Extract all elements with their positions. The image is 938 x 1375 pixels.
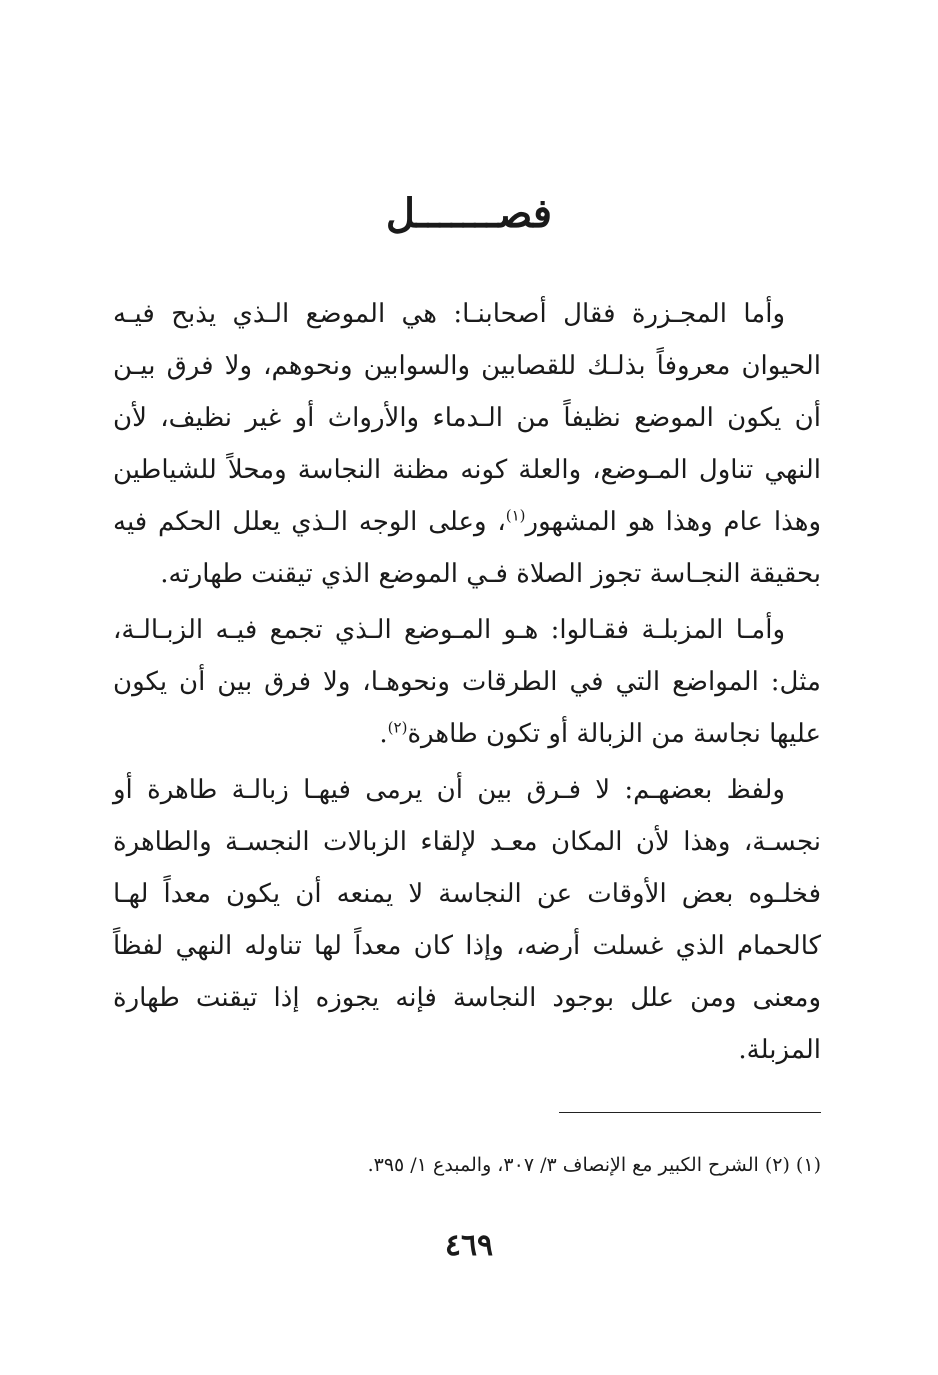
paragraph-text: ، وعلى الوجه الـذي يعلل الحكم فيه بحقيقة النجـاسة تجوز الصلاة فـي الموضع الذي تيقنت طهارته. (113, 507, 821, 589)
footnote: (١) (٢) الشرح الكبير مع الإنصاف ٣/ ٣٠٧، والمبدع ١/ ٣٩٥. (367, 1154, 821, 1176)
footnote-marker-1: (١) (505, 506, 526, 525)
paragraph-dumping-ground (113, 604, 821, 760)
paragraph-slaughterhouse (113, 288, 821, 600)
paragraph-text: وأما المجـزرة فقال أصحابنـا: هي الموضع الـذي يذبح فيـه الحيوان معروفاً بذلـك للقصابين والسوابين ونحوهم، ولا فرق بيـن أن يكون الموضع نظيفاً من الـدماء والأرواث أو غير نظيف، لأن النهي تناول المـوضع، والعلة كونه مظنة النجاسة ومحلاً للشياطين وهذا عام وهذا هو المشهور (113, 299, 822, 537)
paragraph-text: وأمـا المزبلـة فقـالوا: هـو المـوضع الـذي تجمع فيـه الزبـالـة، مثل: المواضع التي في الطرقات ونحوهـا، ولا فرق بين أن يكون عليها نجاسة من الزبالة أو تكون طاهرة (113, 615, 821, 749)
paragraph-text: . (379, 719, 388, 749)
footnote-divider (559, 1112, 821, 1113)
chapter-title: فصـــــــل (385, 190, 553, 237)
footnote-marker-2: (٢) (387, 718, 408, 737)
page-number: ٤٦٩ (444, 1228, 494, 1263)
body-text (113, 288, 821, 1076)
paragraph-wording: ولفظ بعضهـم: لا فـرق بين أن يرمى فيهـا زبالـة طاهرة أو نجسـة، وهذا لأن المكان معـد لإلقاء الزبالات النجسـة والطاهرة فخلـوه بعض الأوقات عن النجاسة لا يمنعه أن يكون معداً لهـا كالحمام الذي غسلت أرضه، وإذا كان معداً لها تناوله النهي لفظاً ومعنى ومن علل بوجود النجاسة فإنه يجوزه إذا تيقنت طهارة المزبلة. (113, 775, 821, 1065)
